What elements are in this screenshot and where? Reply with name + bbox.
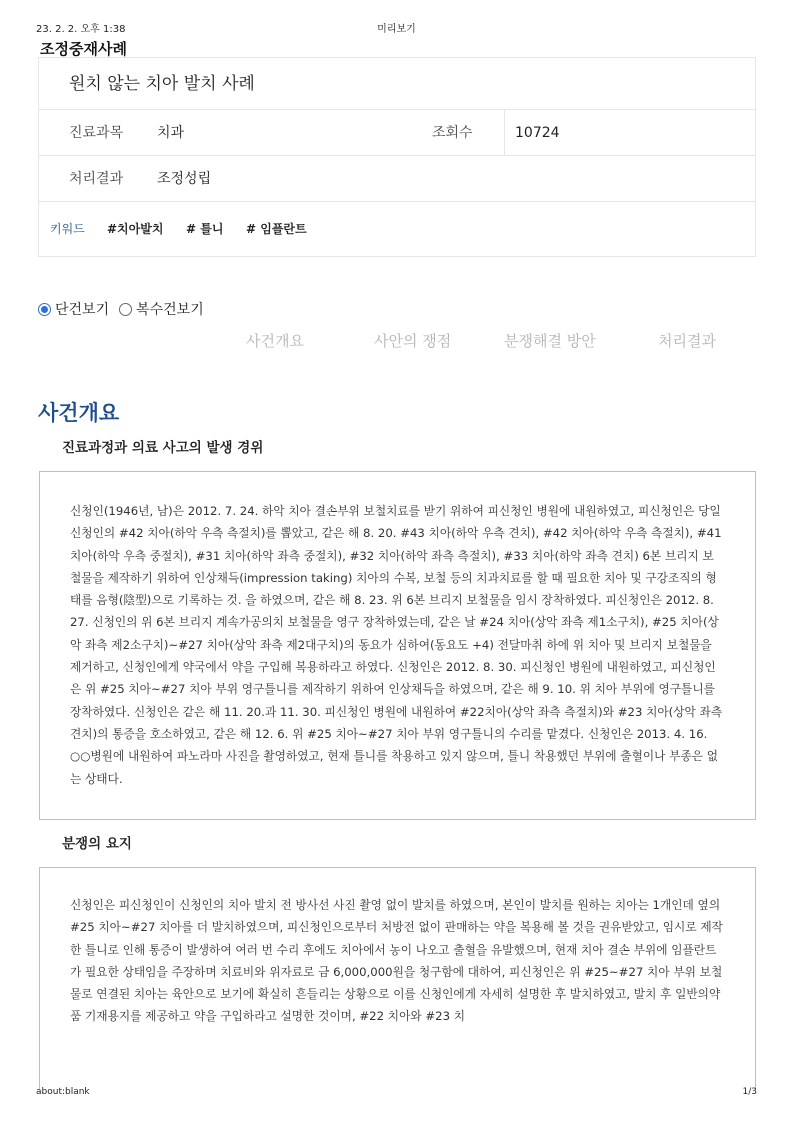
view-options [38, 299, 214, 319]
page-title: 조정중재사례 [40, 40, 127, 58]
info-row-result [39, 156, 755, 202]
page-number: 1/3 [742, 1087, 757, 1097]
print-header [36, 20, 757, 34]
print-datetime: 23. 2. 2. 오후 1:38 [36, 24, 126, 35]
print-footer [36, 1087, 757, 1101]
case-info-box [38, 57, 756, 257]
row-divider [504, 110, 505, 155]
dispute-subheading: 분쟁의 요지 [62, 836, 132, 852]
tab-overview[interactable]: 사건개요 [246, 332, 304, 350]
keyword-tag[interactable]: #치아발치 [107, 222, 164, 236]
tab-result[interactable]: 처리결과 [658, 332, 716, 350]
radio-unchecked-icon [119, 303, 132, 316]
multiple-view-radio[interactable] [119, 299, 204, 319]
single-view-radio[interactable] [38, 299, 109, 319]
case-title: 원치 않는 치아 발치 사례 [39, 58, 755, 110]
keyword-row [39, 202, 755, 256]
result-value: 조정성립 [157, 171, 212, 187]
tab-resolution[interactable]: 분쟁해결 방안 [504, 332, 596, 350]
print-url: about:blank [36, 1087, 90, 1097]
keyword-tag[interactable]: # 임플란트 [246, 222, 307, 236]
multiple-view-label: 복수건보기 [136, 302, 204, 318]
dispute-paragraph: 신청인은 피신청인이 신청인의 치아 발치 전 방사선 사진 촬영 없이 발치를 하였으며, 본인이 발치를 원하는 치아는 1개인데 옆의 #25 치아~#27 치아를 더 발치하였으며, 피신청인으로부터 처방전 없이 판매하는 약을 복용해 볼 것을 권유받았고, 임시로 제작한 틀니로 인해 통증이 발생하여 여러 번 수리 후에도 치아에서 농이 나오고 출혈을 유발했으며, 현재 치아 결손 부위에 임플란트가 필요한 상태임을 주장하며 치료비와 위자료로 금 6,000,000원을 청구함에 대하여, 피신청인은 위 #25~#27 치아 부위 보철물로 연결된 치아는 육안으로 보기에 확실히 흔들리는 상황으로 이를 신청인에게 자세히 설명한 후 발치하였고, 발치 후 일반의약품 기재용지를 제공하고 약을 구입하라고 설명한 것이며, #22 치아와 #23 치 [70, 898, 723, 1024]
views-value: 10724 [515, 125, 560, 141]
keyword-label: 키워드 [50, 222, 85, 236]
overview-heading: 사건개요 [38, 401, 120, 425]
dept-label: 진료과목 [69, 125, 124, 141]
dept-value: 치과 [157, 125, 185, 141]
progress-paragraph: 신청인(1946년, 남)은 2012. 7. 24. 하악 치아 결손부위 보철치료를 받기 위하여 피신청인 병원에 내원하였고, 피신청인은 당일 신청인의 #42 치아(하악 우측 측절치)를 뽑았고, 같은 해 8. 20. #43 치아(하악 우측 견치), #42 치아(하악 우측 측절치), #41 치아(하악 우측 중절치), #31 치아(하악 좌측 중절치), #32 치아(하악 좌측 측절치), #33 치아(하악 좌측 견치) 6본 브리지 보철물을 제작하기 위하여 인상채득(impression taking) 치아의 수복, 보철 등의 치과치료를 할 때 필요한 치아 및 구강조직의 형태를 음형(陰型)으로 기록하는 것. 을 하였으며, 같은 해 8. 23. 위 6본 브리지 보철물을 임시 장착하였다. 피신청인은 2012. 8. 27. 신청인의 위 6본 브리지 계속가공의치 보철물을 영구 장착하였는데, 같은 날 #24 치아(상악 좌측 제1소구치), #25 치아(상악 좌측 제2소구치)~#27 치아(상악 좌측 제2대구치)의 동요가 심하여(동요도 +4) 전달마취 하에 위 치아 및 브리지 보철물을 제거하고, 신청인에게 약국에서 약을 구입해 복용하라고 하였다. 신청인은 2012. 8. 30. 피신청인 병원에 내원하였고, 피신청인은 위 #25 치아~#27 치아 부위 영구틀니를 제작하기 위하여 인상채득을 하였으며, 같은 해 9. 10. 위 치아 부위에 영구틀니를 장착하였다. 신청인은 같은 해 11. 20.과 11. 30. 피신청인 병원에 내원하여 #22치아(상악 좌측 측절치)와 #23 치아(상악 좌측 견치)의 통증을 호소하였고, 같은 해 12. 6. 위 #25 치아~#27 치아 부위 영구틀니의 수리를 맡겼다. 신청인은 2013. 4. 16. ○○병원에 내원하여 파노라마 사진을 촬영하였고, 현재 틀니를 착용하고 있지 않으며, 틀니 착용했던 부위에 출혈이나 부종은 없는 상태다. [70, 504, 723, 786]
tab-issues[interactable]: 사안의 쟁점 [374, 332, 452, 350]
print-title: 미리보기 [377, 24, 416, 35]
result-label: 처리결과 [69, 171, 124, 187]
info-row-dept [39, 110, 755, 156]
progress-subheading: 진료과정과 의료 사고의 발생 경위 [62, 440, 264, 456]
dispute-text-box [39, 867, 756, 1089]
views-label: 조회수 [432, 125, 473, 141]
keyword-tag[interactable]: # 틀니 [186, 222, 224, 236]
single-view-label: 단건보기 [55, 302, 110, 318]
section-tabs [0, 330, 793, 354]
progress-text-box [39, 471, 756, 820]
radio-checked-icon [38, 303, 51, 316]
